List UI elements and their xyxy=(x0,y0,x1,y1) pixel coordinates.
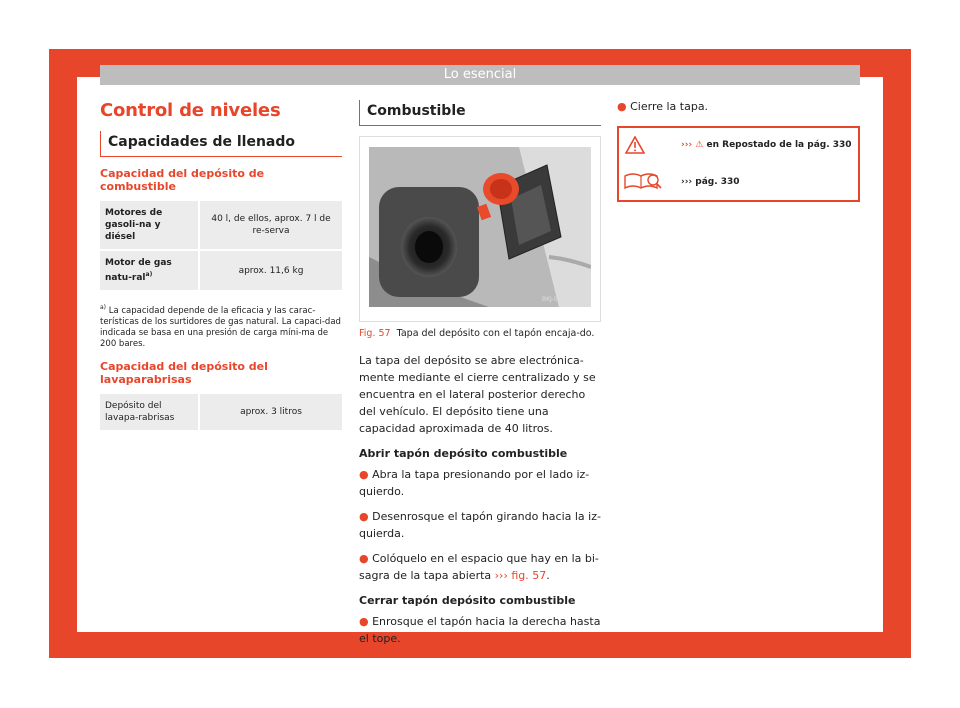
bullet-icon: ● xyxy=(359,468,369,481)
list-item: ● Enrosque el tapón hacia la derecha hasta el tope. xyxy=(359,615,601,645)
warning-reference[interactable]: ››› ⚠ en Repostado de la pág. 330 xyxy=(681,140,852,150)
warning-box xyxy=(617,126,860,202)
warning-icon xyxy=(625,136,645,154)
chapter-title: Control de niveles xyxy=(100,100,281,121)
figure-caption xyxy=(359,322,601,340)
list-item: ● Colóquelo en el espacio que hay en la bi-sagra de la tapa abierta ››› fig. 57. xyxy=(359,552,599,582)
footnote-ref[interactable]: a) xyxy=(145,271,153,278)
bullet-icon: ● xyxy=(359,552,369,565)
footnote-text: La capacidad depende de la eficacia y las carac-terísticas de los surtidores de gas natural. La capaci-dad indicada se basa en una presión de carga míni-ma de 200 bares. xyxy=(100,305,341,349)
table-key: Motores de gasoli-na y diésel xyxy=(100,201,200,251)
open-heading: Abrir tapón depósito combustible xyxy=(359,447,568,460)
column-middle xyxy=(359,100,601,655)
table-value: aprox. 3 litros xyxy=(200,394,342,432)
table-key: Motor de gas natu-ral$^{a)}$ xyxy=(100,251,200,292)
column-right xyxy=(617,100,860,202)
table-row xyxy=(100,201,342,251)
fuel-cap-photo xyxy=(369,147,591,307)
list-item: ● Desenrosque el tapón girando hacia la iz-quierda. xyxy=(359,510,601,540)
figure-caption-text: Tapa del depósito con el tapón encaja-do. xyxy=(396,328,595,339)
column-left xyxy=(100,100,342,442)
fuel-tank-table xyxy=(100,201,342,292)
bullet-icon: ● xyxy=(617,100,627,113)
list-item: ● Cierre la tapa. xyxy=(617,100,709,113)
table-row xyxy=(100,394,342,432)
intro-paragraph: La tapa del depósito se abre electrónica-mente mediante el cierre centralizado y se encuentra en el lateral posterior derecho del vehículo. El depósito tiene una capacidad aproximada de 40 litros. xyxy=(359,354,596,435)
running-header: Lo esencial xyxy=(100,65,860,85)
ref-arrow: ››› xyxy=(494,569,508,582)
page-number: 49 xyxy=(870,620,883,631)
washer-tank-table xyxy=(100,394,342,432)
fuel-body xyxy=(359,352,601,647)
book-icon xyxy=(623,170,663,192)
washer-tank-title: Capacidad del depósito del lavaparabrisas xyxy=(100,359,268,386)
footnote xyxy=(100,302,342,350)
small-warning-icon: ⚠ xyxy=(695,140,704,150)
figure-57 xyxy=(359,136,601,322)
table-value: aprox. 11,6 kg xyxy=(200,251,342,292)
fuel-tank-title: Capacidad del depósito de combustible xyxy=(100,167,265,193)
bullet-icon: ● xyxy=(359,510,369,523)
list-item: ● Abra la tapa presionando por el lado iz-quierdo. xyxy=(359,468,590,498)
table-key: Depósito del lavapa-rabrisas xyxy=(100,394,200,432)
section-title: Capacidades de llenado xyxy=(100,131,342,157)
close-heading: Cerrar tapón depósito combustible xyxy=(359,594,576,607)
table-value: 40 l, de ellos, aprox. 7 l de re-serva xyxy=(200,201,342,251)
table-row xyxy=(100,251,342,292)
footnote-mark: a) xyxy=(100,304,107,311)
figure-link[interactable]: fig. 57 xyxy=(511,569,547,582)
bullet-icon: ● xyxy=(359,615,369,628)
figure-label: Fig. 57 xyxy=(359,328,391,339)
figure-code: BKJ-0220 xyxy=(541,296,569,303)
section-title-fuel: Combustible xyxy=(359,100,601,126)
fuel-cap-illustration xyxy=(369,147,591,307)
book-reference[interactable]: ››› pág. 330 xyxy=(681,177,740,187)
